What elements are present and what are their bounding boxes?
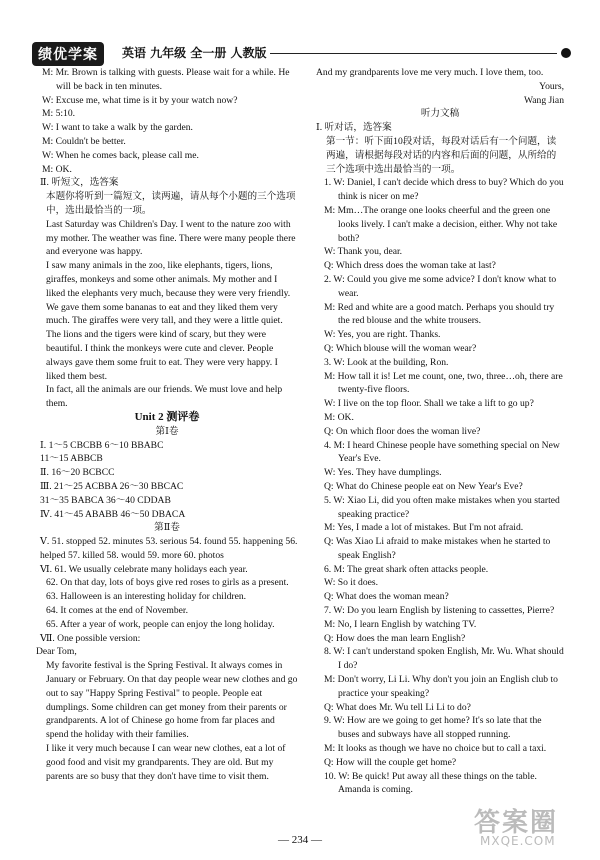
text-line: In fact, all the animals are our friends. We must love and help them. [46, 384, 283, 410]
text-line: M: Yes, I made a lot of mistakes. But I'm not afraid. [324, 522, 524, 534]
text-line: I saw many animals in the zoo, like elephants, tigers, lions, giraffes, monkeys and some other animals. My mother and I liked the elephants very much, because they were very friendly. We gave them some bananas to eat and they liked them very much. The giraffes were very tall, and they were a little quiet. The lions and the tigers were kind of scary, but they were beautiful. I think the monkeys were cute and clever. People always gave them some fruit to eat. They were very happy. I liked them best. [46, 260, 291, 382]
text-line: M: OK. [324, 411, 354, 423]
text-line: Yours, [539, 80, 564, 92]
text-line: M: Mr. Brown is talking with guests. Please wait for a while. He will be back in ten minutes. [42, 67, 290, 92]
text-line: My favorite festival is the Spring Festival. It always comes in January or February. On that day people wear new clothes and go out to say "Happy Spring Festival" to people. People eat dumplings. Some children can get money from their parents or grandparents. A lot of Chinese go home from far places and spend the holiday with their families. [46, 660, 298, 741]
text-line: 第Ⅱ卷 [154, 522, 180, 534]
text-line: Ⅴ. 51. stopped 52. minutes 53. serious 54. found 55. happening 56. helped 57. killed 58. would 59. more 60. photos [40, 536, 298, 561]
text-line: 31～35 BABCA 36～40 CDDAB [40, 494, 171, 506]
text-line: Q: Which blouse will the woman wear? [324, 342, 477, 354]
text-line: 4. M: I heard Chinese people have something special on New Year's Eve. [324, 439, 560, 465]
text-line: 第Ⅰ卷 [155, 425, 179, 437]
text-line: Ⅳ. 41～45 ABABB 46～50 DBACA [40, 508, 186, 520]
page-header [30, 38, 575, 64]
text-line: M: Don't worry, Li Li. Why don't you join an English club to practice your speaking? [324, 674, 558, 699]
text-line: Ⅵ. 61. We usually celebrate many holidays each year. [40, 563, 248, 575]
text-line: M: Red and white are a good match. Perhaps you should try the red blouse and the white trousers. [324, 301, 555, 327]
text-line: 64. It comes at the end of November. [46, 605, 188, 617]
right-column [316, 66, 564, 797]
text-line: M: 5:10. [42, 108, 76, 120]
text-line: 8. W: I can't understand spoken English, Mr. Wu. What should I do? [324, 646, 564, 672]
text-line: W: I want to take a walk by the garden. [42, 122, 193, 134]
text-line: Dear Tom, [36, 646, 77, 658]
text-line: Ⅰ. 听对话，选答案 [316, 122, 392, 134]
header-rule [270, 53, 557, 54]
text-line: 11～15 ABBCB [40, 453, 103, 465]
text-line: 第一节：听下面10段对话，每段对话后有一个问题，读两遍，请根据每段对话的内容和后面的问题，从所给的三个选项中选出最恰当的一项。 [326, 135, 557, 175]
left-column [36, 66, 298, 783]
text-line: 62. On that day, lots of boys give red roses to girls as a present. [46, 577, 289, 589]
text-line: Q: What does the woman mean? [324, 591, 449, 603]
text-line: M: How tall it is! Let me count, one, two, three…oh, there are twenty-five floors. [324, 370, 563, 396]
text-line: W: When he comes back, please call me. [42, 149, 199, 161]
text-line: Q: Was Xiao Li afraid to make mistakes when he started to speak English? [324, 536, 551, 561]
text-line: And my grandparents love me very much. I love them, too. [316, 67, 544, 78]
text-line: M: Mm…The orange one looks cheerful and the green one looks lively. I can't make a decision, either. Why not take both? [324, 204, 558, 244]
text-line: Wang Jian [524, 94, 564, 106]
text-line: Q: What do Chinese people eat on New Year's Eve? [324, 480, 523, 492]
text-line: Q: What does Mr. Wu tell Li Li to do? [324, 701, 471, 713]
text-line: M: It looks as though we have no choice but to call a taxi. [324, 743, 547, 755]
brand-logo: 绩优学案 [32, 42, 104, 66]
text-line: W: I live on the top floor. Shall we take a lift to go up? [324, 398, 534, 410]
text-line: 10. W: Be quick! Put away all these things on the table. Amanda is coming. [324, 770, 537, 796]
text-line: Q: How does the man learn English? [324, 632, 466, 644]
text-line: Unit 2 测评卷 [134, 410, 200, 423]
text-line: 3. W: Look at the building, Ron. [324, 356, 449, 368]
text-line: I like it very much because I can wear new clothes, eat a lot of good food and visit my grandparents. They are old. But my parents are so busy that they don't have time to visit them. [46, 743, 286, 782]
text-line: W: Yes, you are right. Thanks. [324, 329, 441, 341]
text-line: 6. M: The great shark often attacks people. [324, 563, 489, 575]
text-line: 2. W: Could you give me some advice? I don't know what to wear. [324, 273, 557, 299]
text-line: Ⅱ. 16～20 BCBCC [40, 467, 115, 479]
text-line: 听力文稿 [420, 108, 460, 120]
watermark-text: 答案圈 [474, 808, 559, 838]
book-subtitle: 英语 九年级 全一册 人教版 [122, 46, 267, 60]
page-number: — 234 — [278, 834, 322, 846]
header-dot-icon [561, 48, 571, 58]
text-line: W: Thank you, dear. [324, 246, 403, 258]
text-line: 7. W: Do you learn English by listening to cassettes, Pierre? [324, 605, 555, 617]
text-line: Ⅰ. 1～5 CBCBB 6～10 BBABC [40, 439, 164, 451]
text-line: 65. After a year of work, people can enjoy the long holiday. [46, 618, 275, 630]
text-line: W: So it does. [324, 577, 379, 589]
text-line: Ⅲ. 21～25 ACBBA 26～30 BBCAC [40, 480, 184, 492]
text-line: W: Yes. They have dumplings. [324, 467, 442, 479]
text-line: 5. W: Xiao Li, did you often make mistakes when you started speaking practice? [324, 494, 560, 520]
text-line: 1. W: Daniel, I can't decide which dress to buy? Which do you think is nicer on me? [324, 177, 564, 203]
watermark-url: MXQE.COM [480, 834, 556, 848]
text-line: 本题你将听到一篇短文，读两遍，请从每个小题的三个选项中，选出最恰当的一项。 [46, 191, 296, 216]
text-line: 63. Halloween is an interesting holiday for children. [46, 591, 247, 603]
text-line: Ⅱ. 听短文，选答案 [40, 177, 119, 189]
text-line: M: OK. [42, 163, 72, 175]
text-line: 9. W: How are we going to get home? It's so late that the buses and subways have all stopped running. [324, 715, 542, 741]
text-line: Q: Which dress does the woman take at last? [324, 260, 496, 272]
text-line: Q: How will the couple get home? [324, 756, 457, 768]
text-line: W: Excuse me, what time is it by your watch now? [42, 94, 238, 106]
text-line: Last Saturday was Children's Day. I went to the nature zoo with my mother. The weather was fine. There were many people there and everyone was happy. [46, 218, 296, 258]
text-line: Q: On which floor does the woman live? [324, 425, 481, 437]
text-line: M: Couldn't be better. [42, 135, 126, 147]
text-line: Ⅶ. One possible version: [40, 632, 141, 644]
text-line: M: No, I learn English by watching TV. [324, 618, 477, 630]
watermark-logo [474, 802, 584, 854]
